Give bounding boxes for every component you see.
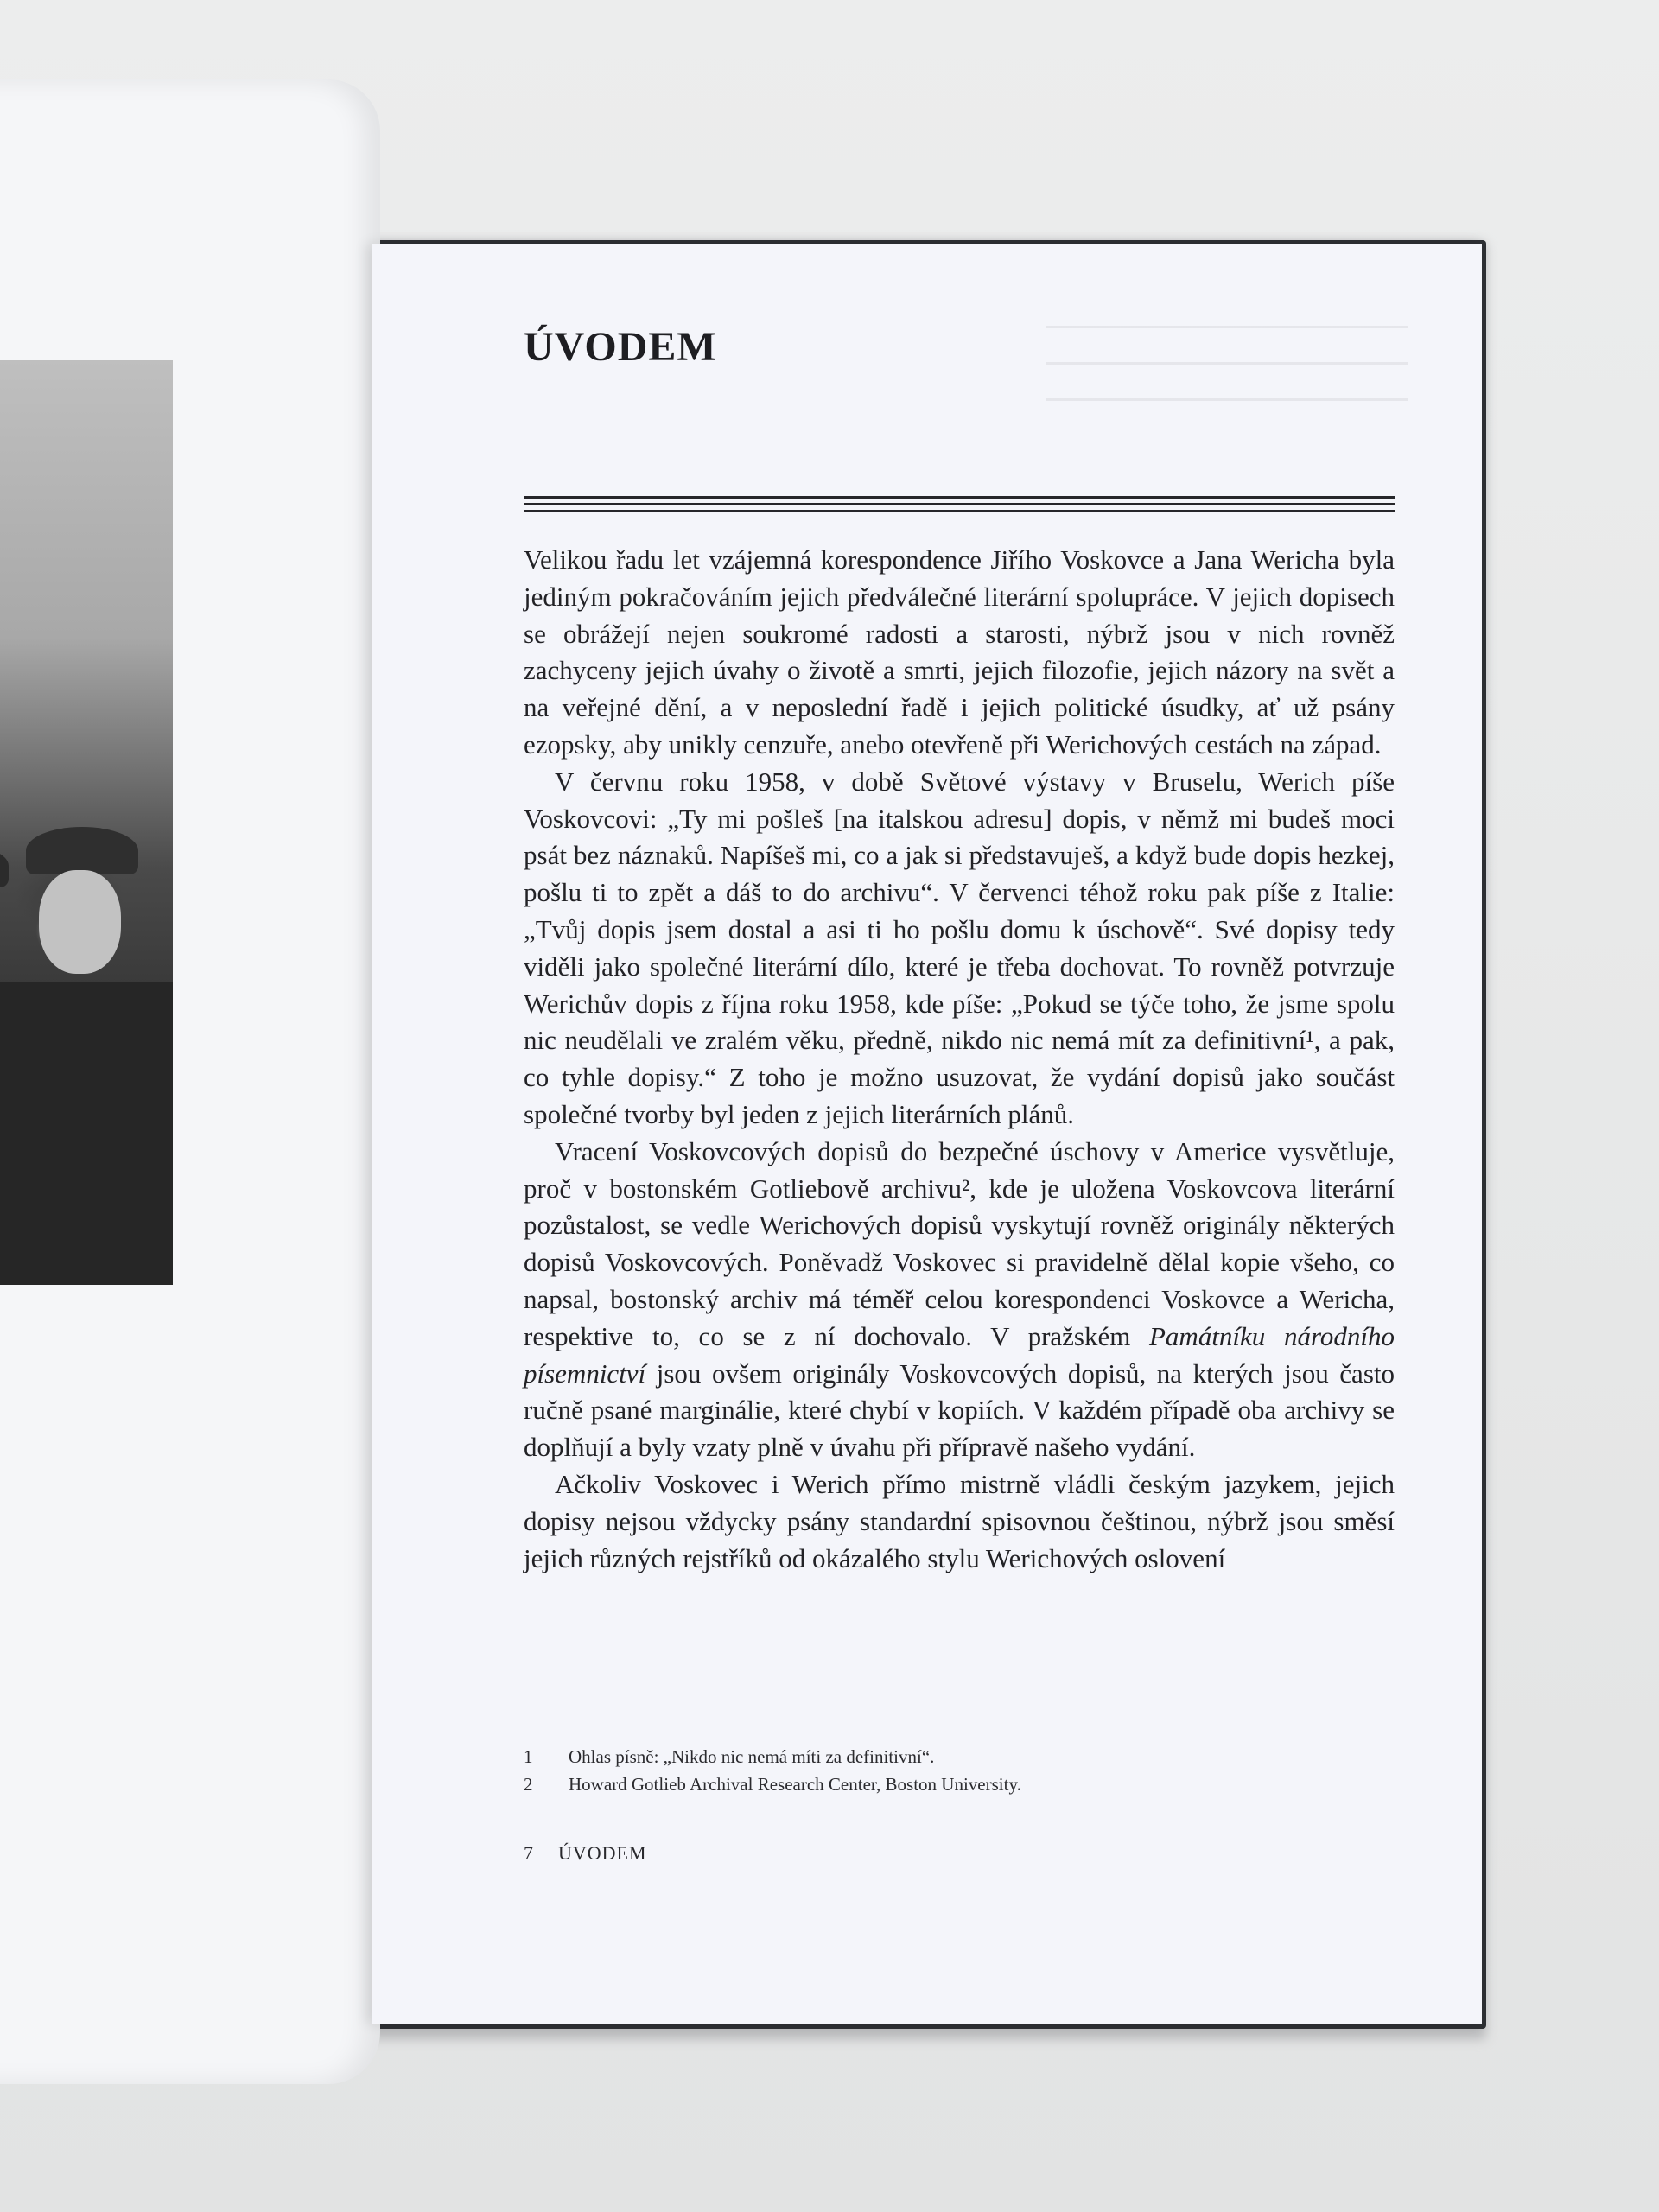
page-footer xyxy=(524,1842,647,1865)
photo-hat-left xyxy=(0,844,9,887)
left-page xyxy=(0,79,380,2084)
footnote-text: Ohlas písně: „Nikdo nic nemá míti za definitivní“. xyxy=(569,1746,935,1767)
page-number: 7 xyxy=(524,1842,534,1864)
show-through-text xyxy=(1046,326,1408,429)
chapter-heading: ÚVODEM xyxy=(524,324,717,370)
footnotes xyxy=(524,1743,1395,1798)
paragraph-1: Velikou řadu let vzájemná korespondence Jiřího Voskovce a Jana Wericha byla jediným pokračováním jejich předválečné literární spolupráce. V jejich dopisech se obrážejí nejen soukromé radosti a starosti, nýbrž jsou v nich rovněž zachyceny jejich úvahy o životě a smrti, jejich filozofie, jejich názory na svět a na veřejné dění, a v neposlední řadě i jejich politické úsudky, ať už psány ezopsky, aby unikly cenzuře, anebo otevřeně při Werichových cestách na západ. xyxy=(524,544,1395,760)
footnote-number: 1 xyxy=(524,1746,533,1767)
footnote-number: 2 xyxy=(524,1774,533,1795)
right-page xyxy=(372,244,1482,2024)
paragraph-2: V červnu roku 1958, v době Světové výstavy v Bruselu, Werich píše Voskovcovi: „Ty mi pošleš [na italskou adresu] dopis, v němž mi budeš moci psát bez náznaků. Napíšeš mi, co a jak si představuješ, a když bude dopis hezkej, pošlu ti to zpět a dáš to do archivu“. V červenci téhož roku pak píše z Italie: „Tvůj dopis jsem dostal a asi ti ho pošlu domu k úschově“. Své dopisy tedy viděli jako společné literární dílo, které je třeba dochovat. To rovněž potvrzuje Werichův dopis z října roku 1958, kde píše: „Pokud se týče toho, že jsme spolu nic neudělali ve zralém věku, předně, nikdo nic nemá mít za definitivní¹, a pak, co tyhle dopisy.“ Z toho je možno usuzovat, že vydání dopisů jako součást společné tvorby byl jeden z jejich literárních plánů. xyxy=(524,766,1395,1129)
paragraph-3-main: Vracení Voskovcových dopisů do bezpečné úschovy v Americe vysvětluje, proč v bostonském Gotliebově archivu², kde je uložena Voskovcova literární pozůstalost, se vedle Werichových dopisů vyskytují rovněž originály některých dopisů Voskovcových. Poněvadž Voskovec si pravidelně dělal kopie všeho, co napsal, bostonský archiv má téměř celou korespondenci Voskovce a Wericha, respektive to, co se z ní dochovalo. xyxy=(524,1135,1395,1351)
photo-face-right xyxy=(39,870,121,974)
photo-hat-right xyxy=(26,827,138,874)
paragraph-3-after: jsou ovšem originály Voskovcových dopisů, na kterých jsou často ručně psané marginálie, které chybí v kopiích. V každém případě oba archivy se doplňují a byly vzaty plně v úvahu při přípravě našeho vydání. xyxy=(524,1357,1395,1463)
heading-rule xyxy=(524,496,1395,517)
paragraph-4: Ačkoliv Voskovec i Werich přímo mistrně vládli českým jazykem, jejich dopisy nejsou vždycky psány standardní spisovnou češtinou, nýbrž jsou směsí jejich různých rejstříků od okázalého stylu Werichových oslovení xyxy=(524,1468,1395,1573)
archive-name-italic: Památníku národního písemnictví xyxy=(524,1320,1395,1389)
paragraph-3-before: V pražském xyxy=(990,1320,1149,1351)
running-title: ÚVODEM xyxy=(558,1842,647,1864)
photo-coats xyxy=(0,982,173,1285)
paragraph-3 xyxy=(524,1134,1395,1466)
footnote-2 xyxy=(524,1770,1395,1798)
body-text xyxy=(524,542,1395,1577)
historical-photo xyxy=(0,360,173,1285)
footnote-1 xyxy=(524,1743,1395,1770)
footnote-text: Howard Gotlieb Archival Research Center, Boston University. xyxy=(569,1774,1021,1795)
